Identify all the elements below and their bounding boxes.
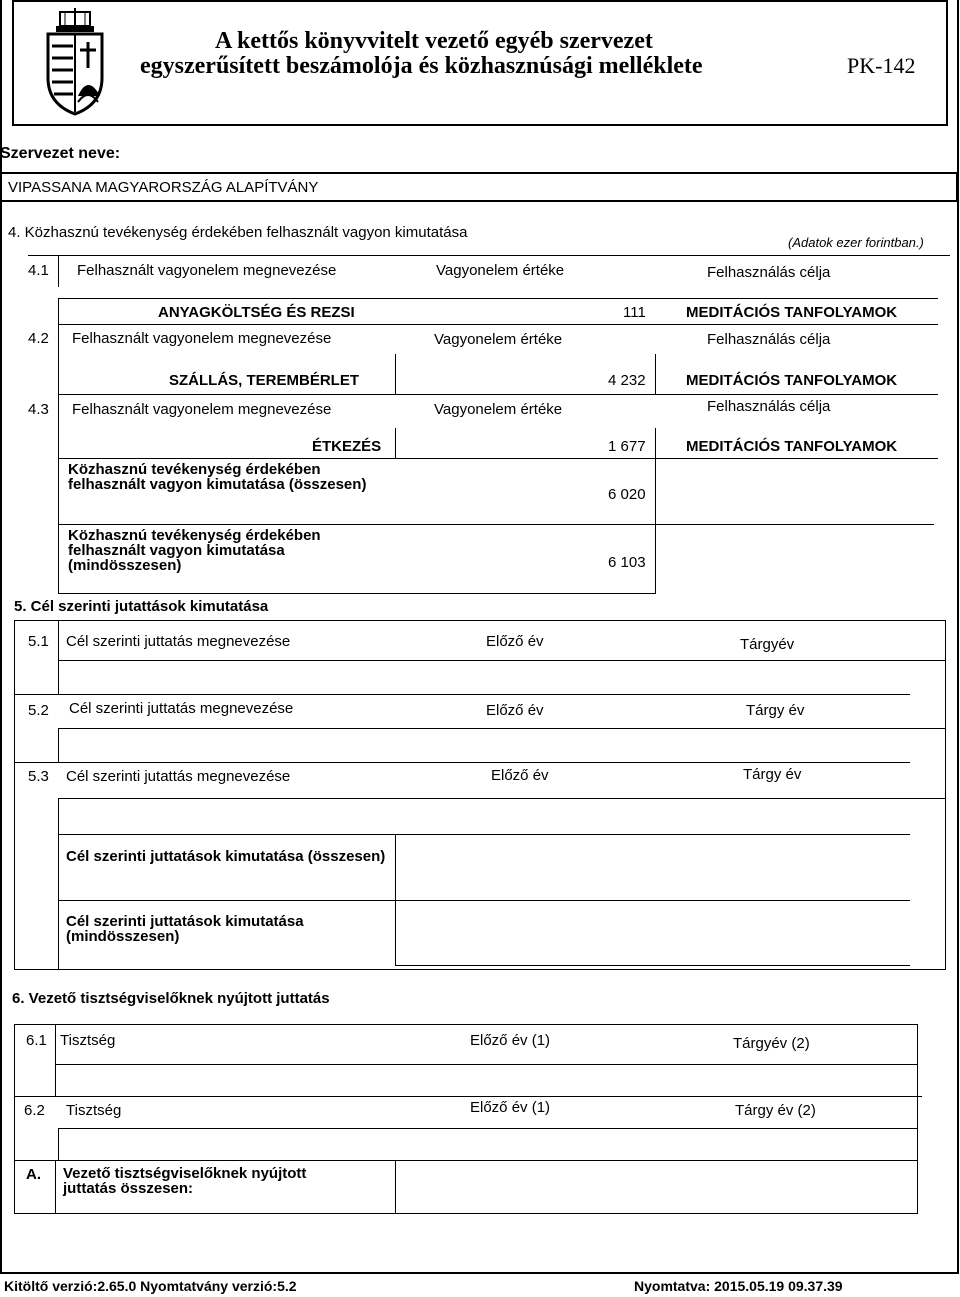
column-header-prev-year: Előző év (1) [470,1099,551,1116]
column-header-name: Felhasznált vagyonelem megnevezése [77,262,337,279]
row-number: 4.2 [28,330,49,347]
column-header-name: Cél szerinti juttatás megnevezése [69,700,294,717]
form-title-line2: egyszerűsített beszámolója és közhasznúsági melléklete [140,53,703,79]
form-title-line1: A kettős könyvvitelt vezető egyéb szervezet [215,28,653,54]
column-header-position: Tisztség [60,1032,116,1049]
column-header-current-year: Tárgyév [740,636,795,653]
column-header-prev-year: Előző év (1) [470,1032,551,1049]
column-header-value: Vagyonelem értéke [436,262,565,279]
section4-total-label: Közhasznú tevékenység érdekében felhasznált vagyon kimutatása (összesen) [68,461,367,493]
column-header-purpose: Felhasználás célja [707,264,831,281]
section4-grand-total-label: Közhasznú tevékenység érdekében felhasznált vagyon kimutatása (mindösszesen) [68,527,321,574]
asset-purpose: MEDITÁCIÓS TANFOLYAMOK [686,438,898,455]
section4-grand-total-value: 6 103 [608,554,646,571]
row-number: 6.1 [26,1032,47,1049]
column-header-name: Felhasznált vagyonelem megnevezése [72,401,332,418]
column-header-value: Vagyonelem értéke [434,401,563,418]
column-header-purpose: Felhasználás célja [707,331,831,348]
footer-version: Kitöltő verzió:2.65.0 Nyomtatvány verzió:5.2 [4,1278,297,1294]
section5-grand-total-label: Cél szerinti juttatások kimutatása (mindösszesen) [66,913,304,945]
column-header-prev-year: Előző év [486,702,544,719]
section6-title: 6. Vezető tisztségviselőknek nyújtott juttatás [12,990,330,1007]
column-header-purpose: Felhasználás célja [707,398,831,415]
row-number: 5.3 [28,768,49,785]
section6-total-label: Vezető tisztségviselőknek nyújtott juttatás összesen: [63,1165,307,1197]
unit-note: (Adatok ezer forintban.) [788,235,924,250]
org-name-value: VIPASSANA MAGYARORSZÁG ALAPÍTVÁNY [8,179,319,196]
asset-value: 111 [623,304,646,321]
footer-print-date: Nyomtatva: 2015.05.19 09.37.39 [634,1278,843,1294]
row-number: A. [26,1166,41,1183]
section4-title: 4. Közhasznú tevékenység érdekében felhasznált vagyon kimutatása [8,224,468,241]
column-header-name: Felhasznált vagyonelem megnevezése [72,330,332,347]
column-header-current-year: Tárgy év [746,702,805,719]
column-header-current-year: Tárgy év [743,766,802,783]
column-header-value: Vagyonelem értéke [434,331,563,348]
row-number: 4.3 [28,401,49,418]
section4-total-value: 6 020 [608,486,646,503]
row-number: 5.2 [28,702,49,719]
section5-total-label: Cél szerinti juttatások kimutatása (összesen) [66,848,386,865]
form-code: PK-142 [847,53,916,78]
row-number: 5.1 [28,633,49,650]
column-header-prev-year: Előző év [486,633,544,650]
column-header-prev-year: Előző év [491,767,549,784]
column-header-current-year: Tárgyév (2) [733,1035,810,1052]
section5-title: 5. Cél szerinti jutattások kimutatása [14,598,269,615]
asset-name: SZÁLLÁS, TEREMBÉRLET [169,372,359,389]
column-header-current-year: Tárgy év (2) [735,1102,816,1119]
row-number: 4.1 [28,262,49,279]
asset-purpose: MEDITÁCIÓS TANFOLYAMOK [686,372,898,389]
org-label: Szervezet neve: [0,145,121,162]
row-number: 6.2 [24,1102,45,1119]
asset-purpose: MEDITÁCIÓS TANFOLYAMOK [686,304,898,321]
asset-value: 1 677 [608,438,646,455]
asset-value: 4 232 [608,372,646,389]
asset-name: ÉTKEZÉS [312,438,382,455]
asset-name: ANYAGKÖLTSÉG ÉS REZSI [158,304,355,321]
column-header-position: Tisztség [66,1102,122,1119]
column-header-name: Cél szerinti juttatás megnevezése [66,633,291,650]
column-header-name: Cél szerinti jutattás megnevezése [66,768,291,785]
